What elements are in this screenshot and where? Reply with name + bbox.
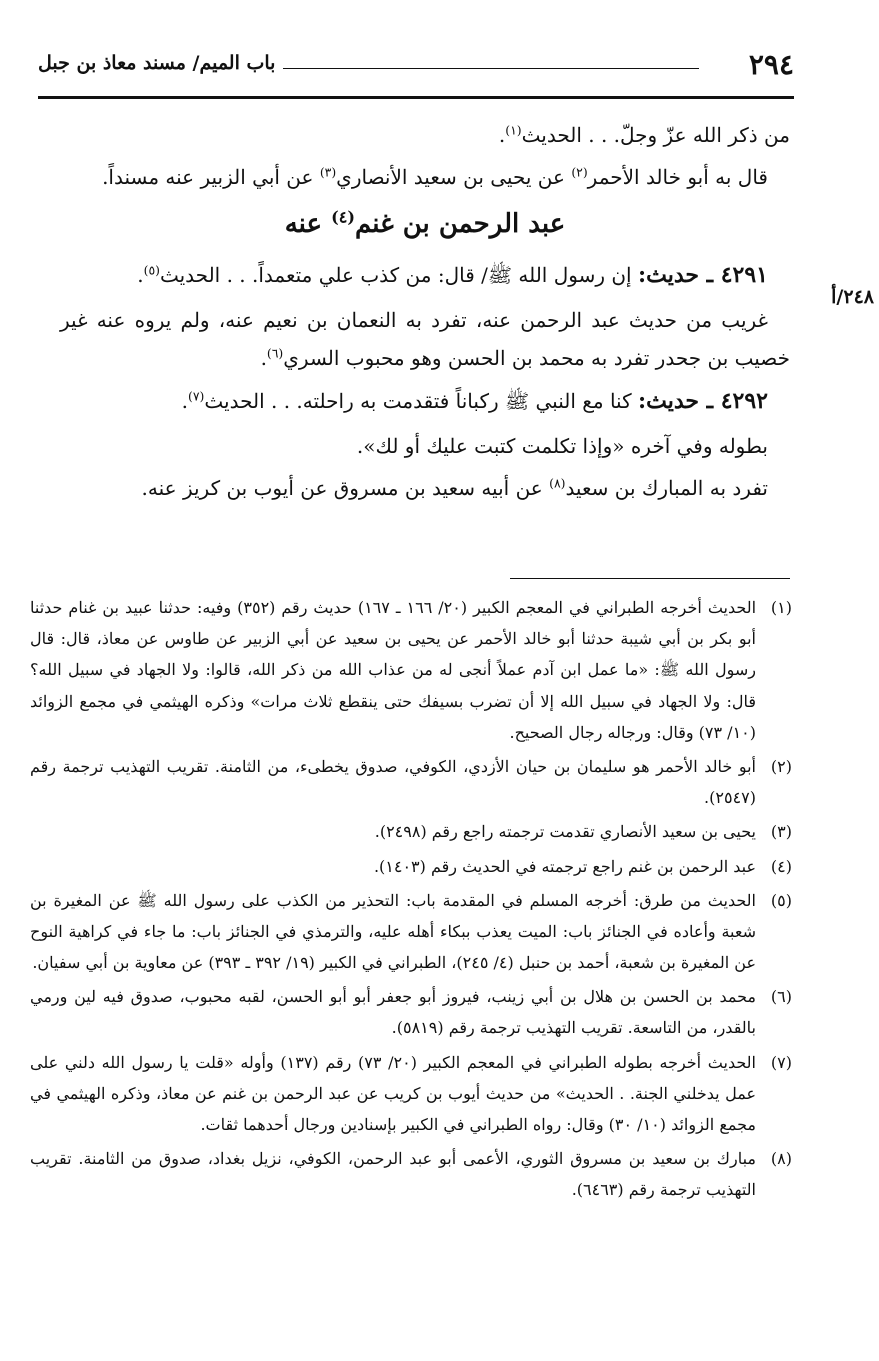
- footnote-text: الحديث أخرجه الطبراني في المعجم الكبير (٢٠/ ١٦٦ ـ ١٦٧) حديث رقم (٣٥٢) وفيه: حدثنا عبيد بن غنام حدثنا أبو بكر بن أبي شيبة حدثنا أبو خالد الأحمر عن يحيى بن سعيد عن أبي الزبير عن طاوس عن معاذ، قال: قال رسول الله ﷺ: «ما عمل ابن آدم عملاً أنجى له من عذاب الله من ذكر الله، قالوا: ولا الجهاد في سبيل الله؟ قال: ولا الجهاد في سبيل الله إلا أن تضرب بسيفك حتى ينقطع ثلاث مرات» وذكره الهيثمي في مجمع الزوائد (١٠/ ٧٣) وقال: ورجاله رجال الصحيح.: [30, 598, 757, 742]
- footnote-separator: [510, 578, 790, 579]
- paragraph-2: قال به أبو خالد الأحمر$^{(٢)}$ عن يحيى بن سعيد الأنصاري$^{(٣)}$ عن أبي الزبير عنه مسنداً.: [102, 164, 768, 189]
- main-text: [60, 116, 790, 511]
- footnote: [30, 885, 792, 979]
- footnote-text: الحديث من طرق: أخرجه المسلم في المقدمة باب: التحذير من الكذب على رسول الله ﷺ عن المغيرة بن شعبة وأعاده في الجنائز باب: الميت يعذب ببكاء أهله عليه، والترمذي في الجنائز باب: ما جاء في كراهية النوح عن المغيرة بن شعبة، أحمد بن حنبل (٤/ ٢٤٥)، الطبراني في الكبير (١٩/ ٣٩٢ ـ ٣٩٣) عن معاوية بن أبي سفيان.: [30, 890, 757, 973]
- footnote-number: (٤): [770, 856, 792, 876]
- hadith-number: ٤٢٩١ ـ حديث:: [637, 262, 768, 289]
- footnote-ref-2[interactable]: (٢): [571, 164, 588, 180]
- paragraph-3: غريب من حديث عبد الرحمن عنه، تفرد به النعمان بن نعيم عنه، ولم يروه عنه غير خصيب بن جحدر تفرد به محمد بن الحسن وهو محبوب السري$^{(٦)}$.: [60, 308, 790, 371]
- hadith-4292: ٤٢٩٢ ـ حديث: كنا مع النبي ﷺ ركباناً فتقدمت به راحلته. . . الحديث$^{(٧)}$.: [181, 388, 768, 415]
- footnote-text: مبارك بن سعيد بن مسروق الثوري، الأعمى أبو عبد الرحمن، الكوفي، نزيل بغداد، صدوق من الثامنة. تقريب التهذيب ترجمة رقم (٦٤٦٣).: [30, 1149, 756, 1200]
- hadith-number: ٤٢٩٢ ـ حديث:: [637, 388, 768, 415]
- footnote: [30, 751, 792, 813]
- footnote: [30, 816, 792, 847]
- footnote-number: (٧): [770, 1052, 792, 1072]
- footnotes: [30, 592, 792, 1209]
- footnote-number: (٢): [770, 756, 792, 776]
- hadith-4291: ٤٢٩١ ـ حديث: إن رسول الله ﷺ/ قال: من كذب علي متعمداً. . . الحديث$^{(٥)}$.: [137, 262, 768, 289]
- footnote-ref-3[interactable]: (٣): [319, 164, 337, 180]
- page-number: ٢٩٤: [748, 48, 794, 81]
- footnote-number: (١): [770, 598, 792, 617]
- paragraph-5: تفرد به المبارك بن سعيد$^{(٨)}$ عن أبيه سعيد بن مسروق عن أيوب بن كريز عنه.: [141, 475, 768, 500]
- manuscript-folio-note: ٢٤٨/أ: [831, 286, 874, 308]
- section-heading: عبد الرحمن بن غنم$^{(٤)}$ عنه: [284, 207, 566, 239]
- footnote-number: (٣): [770, 822, 792, 842]
- footnote-ref-7[interactable]: (٧): [188, 388, 205, 404]
- footnote-text: عبد الرحمن بن غنم راجع ترجمته في الحديث رقم (١٤٠٣).: [373, 856, 756, 876]
- page-header: [38, 40, 794, 99]
- footnote-number: (٥): [770, 890, 792, 910]
- footnote-text: أبو خالد الأحمر هو سليمان بن حيان الأزدي، الكوفي، صدوق يخطىء، من الثامنة. تقريب التهذيب ترجمة رقم (٢٥٤٧).: [30, 756, 756, 808]
- footnote-ref-5[interactable]: (٥): [143, 262, 160, 278]
- footnote: [30, 1143, 792, 1205]
- footnote-text: محمد بن الحسن بن هلال بن أبي زينب، فيروز أبو جعفر أبو أبو الحسن، لقبه محبوب، صدوق فيه لين ورمي بالقدر، من التاسعة. تقريب التهذيب ترجمة رقم (٥٨١٩).: [30, 987, 756, 1038]
- footnote-ref-8[interactable]: (٨): [549, 475, 566, 491]
- footnote: [30, 1047, 792, 1141]
- footnote-ref-6[interactable]: (٦): [266, 345, 284, 361]
- footnote-number: (٨): [770, 1149, 792, 1169]
- footnote: [30, 592, 792, 748]
- header-rule: [283, 68, 699, 69]
- paragraph-1: من ذكر الله عزّ وجلّ. . . الحديث$^{(١)}$.: [498, 122, 790, 147]
- footnote-ref-4[interactable]: (٤): [331, 207, 355, 227]
- footnote-text: يحيى بن سعيد الأنصاري تقدمت ترجمته راجع رقم (٢٤٩٨).: [374, 822, 756, 842]
- paragraph-4: بطوله وفي آخره «وإذا تكلمت كتبت عليك أو لك».: [356, 433, 768, 458]
- footnote: [30, 981, 792, 1043]
- footnote-ref-1[interactable]: (١): [505, 122, 522, 138]
- footnote-number: (٦): [770, 987, 792, 1007]
- running-title: باب الميم/ مسند معاذ بن جبل: [38, 52, 276, 74]
- footnote-text: الحديث أخرجه بطوله الطبراني في المعجم الكبير (٢٠/ ٧٣) رقم (١٣٧) وأوله «قلت يا رسول الله دلني على عمل يدخلني الجنة. . الحديث» من حديث أيوب بن كريب عن عبد الرحمن بن غنم عن معاذ، وذكره الهيثمي في مجمع الزوائد (١٠/ ٣٠) وقال: رواه الطبراني في الكبير بإسنادين ورجال أحدهما ثقات.: [30, 1052, 756, 1134]
- footnote: [30, 851, 792, 882]
